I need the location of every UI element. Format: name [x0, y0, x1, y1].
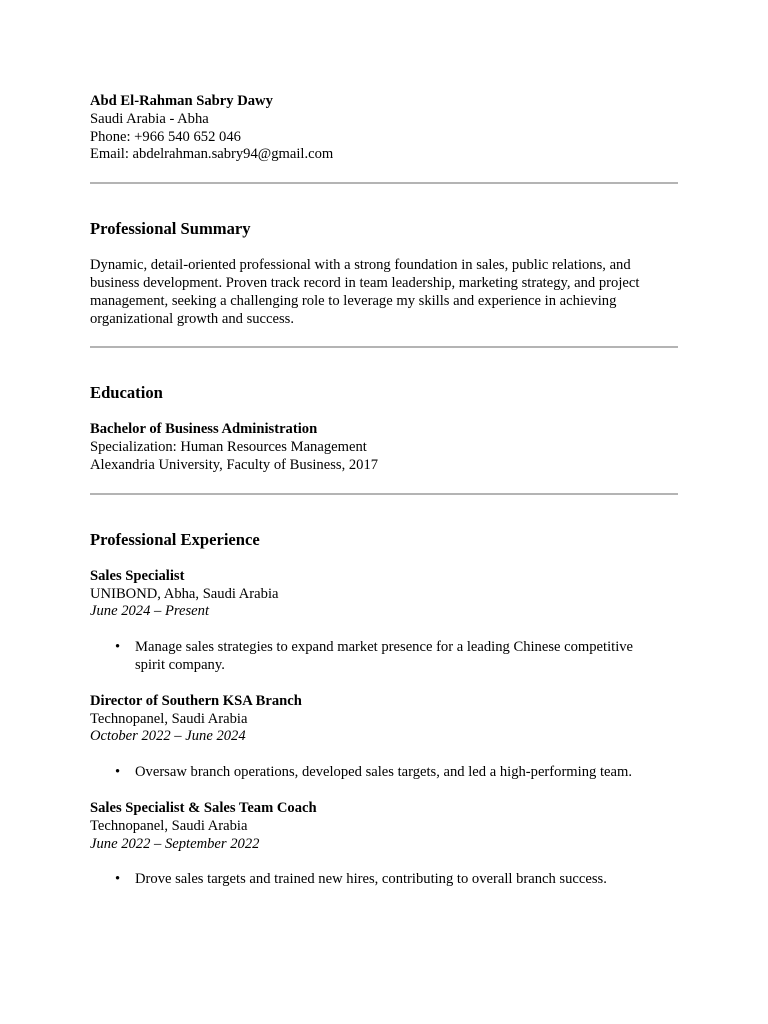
job-dates: June 2022 – September 2022 [90, 835, 260, 852]
contact-header [90, 93, 678, 164]
list-item [115, 871, 665, 889]
summary-heading: Professional Summary [90, 219, 251, 239]
bullet-icon: • [115, 871, 121, 888]
job-entry [90, 693, 678, 782]
education-entry [90, 421, 678, 474]
degree-institution: Alexandria University, Faculty of Business, 2017 [90, 456, 379, 473]
section-divider [90, 346, 678, 348]
job-duty-text: Oversaw branch operations, developed sales targets, and led a high-performing team. [135, 764, 632, 781]
candidate-name: Abd El-Rahman Sabry Dawy [90, 93, 273, 109]
job-entry [90, 800, 678, 889]
job-dates: June 2024 – Present [90, 603, 210, 620]
job-entry [90, 568, 678, 675]
job-duties-list [90, 639, 678, 675]
candidate-location: Saudi Arabia - Abha [90, 110, 209, 127]
job-dates: October 2022 – June 2024 [90, 728, 246, 745]
degree-title: Bachelor of Business Administration [90, 421, 318, 438]
section-divider [90, 493, 678, 495]
job-company: Technopanel, Saudi Arabia [90, 710, 248, 727]
job-duties-list [90, 871, 678, 889]
section-divider [90, 182, 678, 184]
summary-paragraph: Dynamic, detail-oriented professional with a strong foundation in sales, public relations, and business development. Proven track record in team leadership, marketing strategy, and project management, seeking a challenging role to leverage my skills and experience in achieving organizational growth and success. [90, 257, 640, 327]
job-duties-list [90, 764, 678, 782]
list-item [115, 764, 665, 782]
job-duty-text: Manage sales strategies to expand market presence for a leading Chinese competitive spirit company. [135, 639, 634, 673]
degree-specialization: Specialization: Human Resources Management [90, 439, 367, 456]
job-title: Director of Southern KSA Branch [90, 692, 302, 709]
list-item [115, 639, 665, 675]
job-company: UNIBOND, Abha, Saudi Arabia [90, 585, 279, 602]
job-title: Sales Specialist & Sales Team Coach [90, 799, 317, 816]
education-heading: Education [90, 383, 163, 403]
job-duty-text: Drove sales targets and trained new hires, contributing to overall branch success. [135, 871, 607, 888]
candidate-phone: Phone: +966 540 652 046 [90, 128, 241, 145]
bullet-icon: • [115, 764, 121, 781]
job-title: Sales Specialist [90, 567, 185, 584]
experience-heading: Professional Experience [90, 529, 260, 549]
bullet-icon: • [115, 639, 121, 656]
job-company: Technopanel, Saudi Arabia [90, 817, 248, 834]
candidate-email: Email: abdelrahman.sabry94@gmail.com [90, 146, 334, 163]
